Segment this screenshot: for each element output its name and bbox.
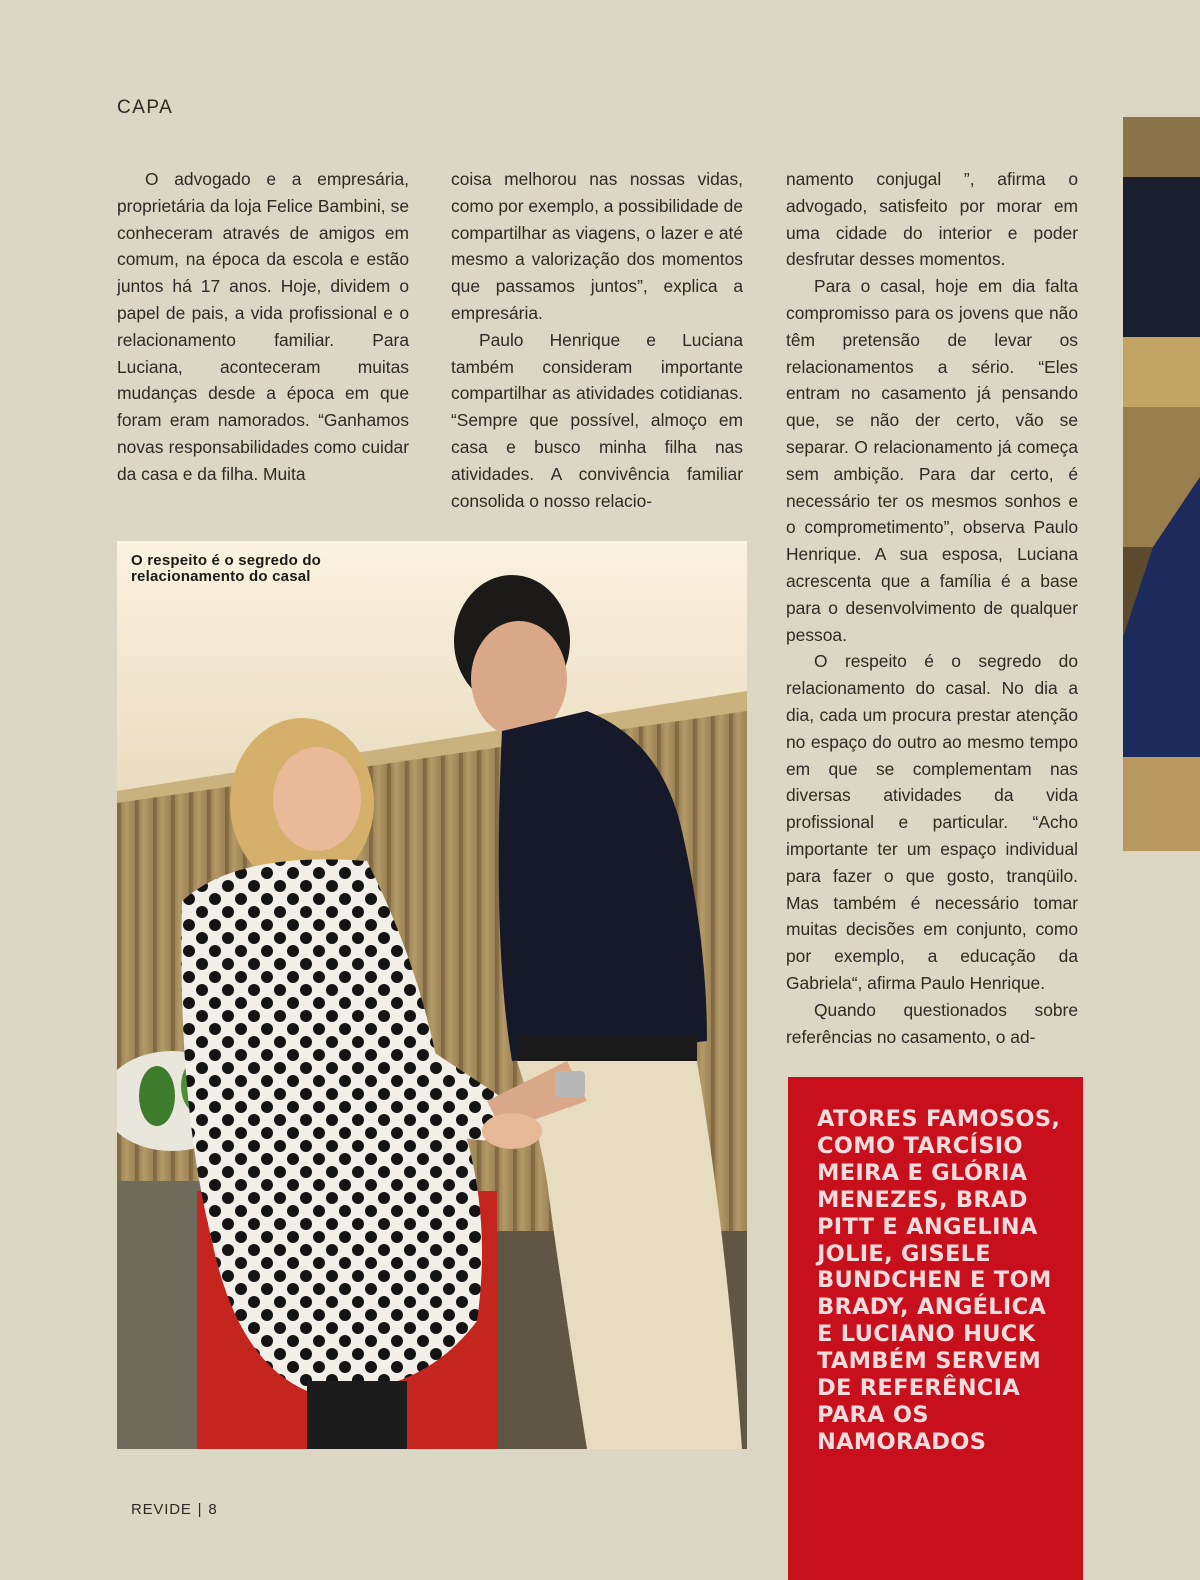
page-footer bbox=[131, 1501, 218, 1518]
couple-photo bbox=[117, 541, 747, 1449]
article-paragraph: Quando questionados sobre referências no casamento, o ad- bbox=[786, 999, 1078, 1047]
page-number: 8 bbox=[208, 1501, 218, 1518]
article-column-1 bbox=[117, 166, 409, 488]
article-paragraph: namento conjugal ”, afirma o advogado, satisfeito por morar em uma cidade do interior e poder desfrutar desses momentos. bbox=[786, 169, 1078, 270]
photo-caption: O respeito é o segredo do relacionamento do casal bbox=[131, 552, 322, 585]
article-paragraph: Para o casal, hoje em dia falta compromisso para os jovens que não têm pretensão de levar os relacionamentos a sério. “Eles entram no casamento já pensando que, se não der certo, vão se separar. O relacionamento já começa sem ambição. Para dar certo, é necessário ter os mesmos sonhos e o comprometimento”, observa Paulo Henrique. A sua esposa, Luciana acrescenta que a família é a base para o desenvolvimento de qualquer pessoa. bbox=[786, 276, 1078, 645]
footer-separator: | bbox=[197, 1501, 203, 1518]
pull-quote-box bbox=[788, 1077, 1083, 1580]
article-column-3 bbox=[786, 166, 1078, 1050]
magazine-name: REVIDE bbox=[131, 1501, 192, 1518]
side-photo-illustration bbox=[1123, 117, 1200, 851]
pull-quote-text: ATORES FAMOSOS, COMO TARCÍSIO MEIRA E GLÓRIA MENEZES, BRAD PITT E ANGELINA JOLIE, GISELE BUNDCHEN E TOM BRADY, ANGÉLICA E LUCIANO HUCK TAMBÉM SERVEM DE REFERÊNCIA PARA OS NAMORADOS bbox=[817, 1106, 1061, 1455]
article-paragraph: O respeito é o segredo do relacionamento do casal. No dia a dia, cada um procura prestar atenção no espaço do outro ao mesmo tempo em que se complementam nas diversas atividades da vida profissional e particular. “Acho importante ter um espaço individual para fazer o que gosto, tranqüilo. Mas também é necessário tomar muitas decisões em conjunto, como por exemplo, a educação da Gabriela“, afirma Paulo Henrique. bbox=[786, 651, 1078, 993]
article-paragraph: coisa melhorou nas nossas vidas, como por exemplo, a possibilidade de compartilhar as viagens, o lazer e até mesmo a valorização dos momentos que passamos juntos”, explica a empresária. bbox=[451, 169, 743, 323]
article-column-2 bbox=[451, 166, 743, 514]
section-label: CAPA bbox=[117, 97, 174, 118]
article-paragraph: Paulo Henrique e Luciana também consideram importante compartilhar as atividades cotidianas. “Sempre que possível, almoço em casa e busco minha filha nas atividades. A convivência familiar consolida o nosso relacio- bbox=[451, 329, 743, 511]
article-paragraph: O advogado e a empresária, proprietária da loja Felice Bambini, se conheceram através de amigos em comum, na época da escola e estão juntos há 17 anos. Hoje, dividem o papel de pais, a vida profissional e o relacionamento familiar. Para Luciana, aconteceram muitas mudanças desde a época em que foram eram namorados. “Ganhamos novas responsabilidades como cuidar da casa e da filha. Muita bbox=[117, 169, 409, 484]
couple-photo-illustration bbox=[117, 541, 747, 1449]
side-photo-crop bbox=[1123, 117, 1200, 851]
